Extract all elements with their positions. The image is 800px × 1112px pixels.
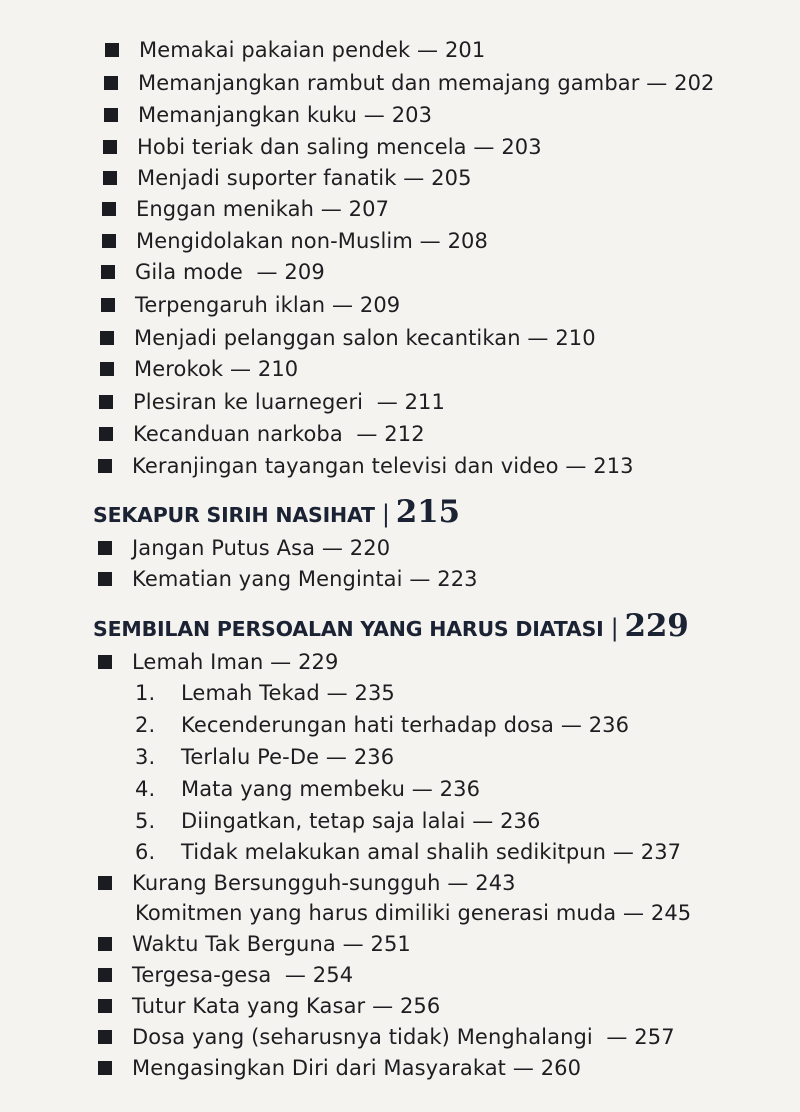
entry-title: Jangan Putus Asa [132, 536, 316, 560]
entry-page: 211 [404, 390, 445, 414]
entry-page: 229 [298, 650, 339, 674]
sub-entry [135, 897, 691, 929]
entry-number: 5. [135, 809, 156, 833]
square-bullet-icon [100, 362, 114, 376]
dash: — [363, 103, 385, 127]
dash: — [320, 197, 342, 221]
toc-entry [101, 256, 325, 288]
entry-page: 203 [391, 103, 433, 127]
numbered-entry [135, 773, 480, 805]
entry-page: 203 [501, 135, 542, 159]
square-bullet-icon [98, 968, 112, 982]
square-bullet-icon [98, 541, 112, 555]
dash: — [512, 1056, 534, 1080]
entry-number: 2. [135, 713, 156, 737]
square-bullet-icon [99, 427, 113, 441]
dash: — [229, 357, 252, 381]
dash: — [325, 745, 348, 769]
entry-title: Waktu Tak Berguna [132, 932, 336, 956]
square-bullet-icon [104, 108, 118, 122]
toc-entry [104, 99, 432, 131]
section-page: 229 [624, 608, 689, 644]
toc-entry [98, 959, 353, 991]
heading-separator: | [381, 500, 390, 528]
entry-page: 210 [555, 326, 596, 350]
entry-title: Memakai pakaian pendek [139, 38, 411, 62]
dash: — [256, 260, 278, 284]
entry-title: Menjadi suporter fanatik [137, 166, 397, 190]
dash: — [321, 536, 343, 560]
entry-number: 4. [135, 777, 156, 801]
entry-page: 208 [447, 229, 488, 253]
square-bullet-icon [105, 43, 119, 57]
toc-entry [98, 867, 516, 899]
dash: — [411, 777, 433, 801]
entry-title: Terlalu Pe-De [181, 745, 320, 769]
dash: — [409, 567, 431, 591]
toc-entry [98, 532, 390, 564]
entry-page: 210 [257, 357, 299, 381]
entry-page: 201 [444, 38, 486, 62]
entry-title: Lemah Iman [132, 650, 264, 674]
entry-page: 256 [399, 994, 441, 1018]
toc-entry [103, 162, 472, 194]
entry-page: 254 [312, 963, 354, 987]
entry-title: Kematian yang Mengintai [132, 567, 403, 591]
dash: — [565, 454, 587, 478]
entry-page: 236 [439, 777, 481, 801]
square-bullet-icon [98, 655, 112, 669]
square-bullet-icon [98, 1030, 112, 1044]
entry-number: 6. [135, 840, 156, 864]
toc-entry [99, 386, 445, 418]
square-bullet-icon [103, 171, 117, 185]
toc-entry [98, 928, 411, 960]
entry-title: Terpengaruh iklan [135, 293, 326, 317]
square-bullet-icon [100, 331, 114, 345]
entry-page: 236 [588, 713, 630, 737]
dash: — [403, 166, 425, 190]
entry-page: 202 [674, 71, 715, 95]
entry-title: Mengasingkan Diri dari Masyarakat [132, 1056, 507, 1080]
numbered-entry [135, 836, 681, 868]
entry-title: Tutur Kata yang Kasar [132, 994, 366, 1018]
entry-page: 251 [370, 932, 411, 956]
square-bullet-icon [98, 1061, 112, 1075]
toc-entry [99, 418, 425, 450]
entry-title: Mata yang membeku [181, 777, 405, 801]
entry-page: 237 [640, 840, 682, 864]
dash: — [356, 422, 378, 446]
entry-page: 236 [500, 809, 541, 833]
section-heading [93, 608, 689, 648]
entry-title: Kecanduan narkoba [133, 422, 343, 446]
square-bullet-icon [102, 202, 116, 216]
numbered-entry [135, 677, 395, 709]
square-bullet-icon [98, 999, 112, 1013]
entry-page: 257 [634, 1025, 675, 1049]
square-bullet-icon [103, 140, 117, 154]
toc-entry [103, 131, 542, 163]
entry-title: Memanjangkan rambut dan memajang gambar [138, 71, 640, 95]
entry-page: 212 [384, 422, 425, 446]
toc-entry [98, 1021, 675, 1053]
dash: — [332, 293, 354, 317]
entry-title: Komitmen yang harus dimiliki generasi muda [135, 901, 617, 925]
toc-entry [100, 353, 298, 385]
dash: — [376, 390, 398, 414]
square-bullet-icon [98, 937, 112, 951]
entry-title: Enggan menikah [136, 197, 314, 221]
square-bullet-icon [98, 459, 112, 473]
numbered-entry [135, 709, 629, 741]
dash: — [606, 1025, 628, 1049]
dash: — [622, 901, 645, 925]
toc-entry [104, 67, 715, 99]
section-title: SEMBILAN PERSOALAN YANG HARUS DIATASI [93, 617, 604, 641]
entry-page: 213 [593, 454, 634, 478]
dash: — [372, 994, 394, 1018]
entry-title: Tergesa-gesa [132, 963, 272, 987]
entry-page: 223 [437, 567, 478, 591]
numbered-entry [135, 741, 394, 773]
numbered-entry [135, 805, 540, 837]
dash: — [417, 38, 439, 62]
square-bullet-icon [102, 234, 116, 248]
entry-title: Diingatkan, tetap saja lalai [181, 809, 466, 833]
dash: — [326, 681, 348, 705]
entry-title: Kurang Bersungguh-sungguh [132, 871, 441, 895]
entry-page: 205 [431, 166, 472, 190]
heading-separator: | [610, 614, 619, 642]
dash: — [560, 713, 582, 737]
entry-title: Mengidolakan non-Muslim [136, 229, 413, 253]
entry-page: 236 [353, 745, 395, 769]
square-bullet-icon [98, 876, 112, 890]
entry-number: 3. [135, 745, 156, 769]
toc-entry [98, 563, 478, 595]
entry-title: Gila mode [135, 260, 243, 284]
entry-title: Hobi teriak dan saling mencela [137, 135, 467, 159]
square-bullet-icon [101, 298, 115, 312]
entry-page: 243 [475, 871, 516, 895]
entry-title: Keranjingan tayangan televisi dan video [132, 454, 559, 478]
toc-entry [98, 450, 634, 482]
entry-page: 209 [359, 293, 401, 317]
dash: — [612, 840, 634, 864]
toc-entry [98, 646, 338, 678]
dash: — [342, 932, 364, 956]
entry-page: 245 [650, 901, 692, 925]
square-bullet-icon [104, 76, 118, 90]
entry-page: 260 [540, 1056, 582, 1080]
dash: — [527, 326, 549, 350]
entry-title: Dosa yang (seharusnya tidak) Menghalangi [132, 1025, 593, 1049]
toc-entry [102, 193, 389, 225]
toc-entry [101, 289, 400, 321]
entry-page: 207 [348, 197, 390, 221]
toc-entry [98, 990, 440, 1022]
entry-title: Tidak melakukan amal shalih sedikitpun [181, 840, 607, 864]
square-bullet-icon [98, 572, 112, 586]
section-heading [93, 494, 460, 534]
dash: — [419, 229, 441, 253]
entry-page: 209 [284, 260, 325, 284]
toc-entry [98, 1052, 581, 1084]
dash: — [472, 809, 494, 833]
square-bullet-icon [101, 265, 115, 279]
entry-title: Menjadi pelanggan salon kecantikan [134, 326, 521, 350]
section-page: 215 [395, 494, 460, 530]
entry-title: Merokok [134, 357, 224, 381]
dash: — [284, 963, 307, 987]
entry-title: Plesiran ke luarnegeri [133, 390, 364, 414]
toc-entry [100, 322, 596, 354]
entry-title: Memanjangkan kuku [138, 103, 358, 127]
dash: — [473, 135, 495, 159]
entry-title: Kecenderungan hati terhadap dosa [181, 713, 555, 737]
dash: — [646, 71, 668, 95]
square-bullet-icon [99, 395, 113, 409]
entry-title: Lemah Tekad [181, 681, 320, 705]
section-title: SEKAPUR SIRIH NASIHAT [93, 503, 375, 527]
toc-entry [102, 225, 488, 257]
entry-page: 235 [354, 681, 395, 705]
toc-entry [105, 34, 485, 66]
entry-page: 220 [349, 536, 391, 560]
entry-number: 1. [135, 681, 156, 705]
dash: — [270, 650, 292, 674]
dash: — [447, 871, 469, 895]
